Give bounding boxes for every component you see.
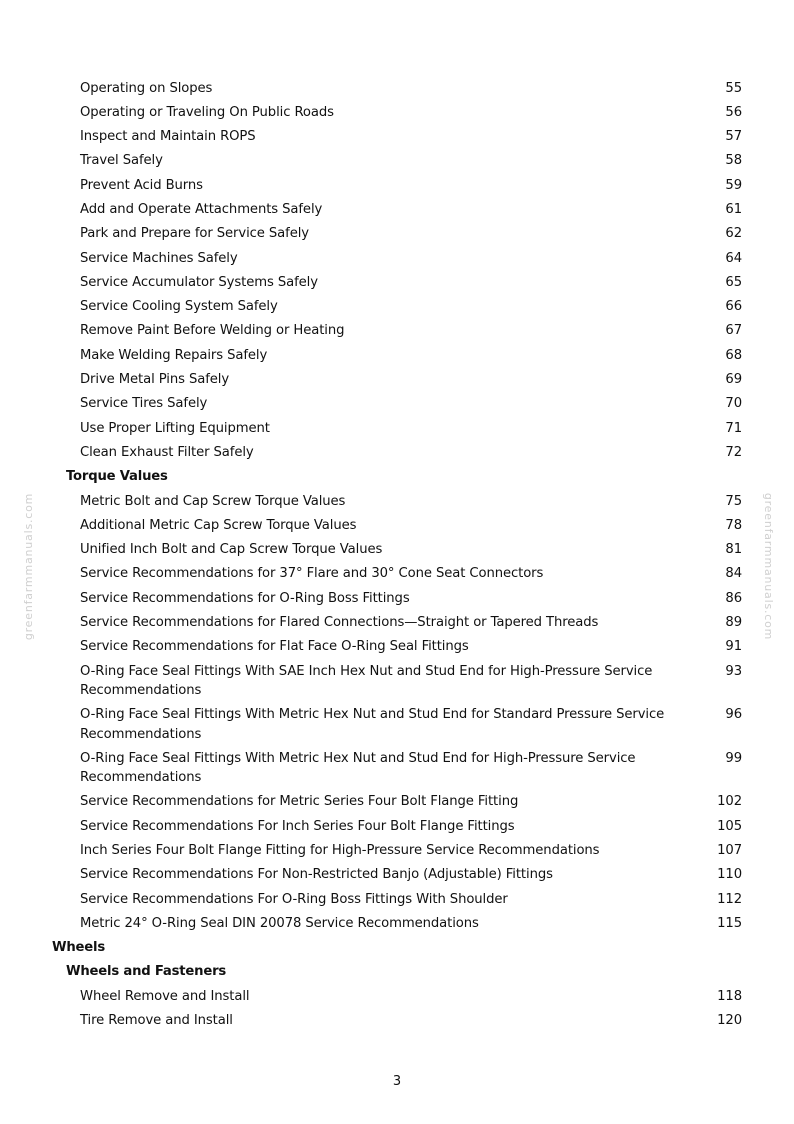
toc-entry-title: O-Ring Face Seal Fittings With Metric Hex Nut and Stud End for High-Pressure Service Recommendations xyxy=(80,750,636,786)
toc-entry-title: Service Recommendations for O-Ring Boss Fittings xyxy=(80,590,410,606)
toc-entry-page: 65 xyxy=(725,274,742,290)
toc-entry[interactable] xyxy=(0,984,794,1008)
toc-entry-title: Clean Exhaust Filter Safely xyxy=(80,444,254,460)
toc-entry-title: Inch Series Four Bolt Flange Fitting for High-Pressure Service Recommendations xyxy=(80,843,600,858)
toc-entry-title: Torque Values xyxy=(66,469,168,485)
toc-entry[interactable] xyxy=(0,538,794,562)
toc-entry[interactable] xyxy=(0,319,794,343)
toc-entry-page: 86 xyxy=(725,590,742,606)
toc-entry-title: Service Recommendations for Flared Connections—Straight or Tapered Threads xyxy=(80,615,599,631)
toc-entry[interactable] xyxy=(0,611,794,635)
toc-entry[interactable] xyxy=(0,295,794,319)
toc-entry-title: Make Welding Repairs Safely xyxy=(80,347,268,363)
toc-entry-page: 61 xyxy=(725,201,742,217)
toc-entry[interactable] xyxy=(0,343,794,367)
toc-entry-page: 115 xyxy=(717,915,742,931)
toc-entry-page: 84 xyxy=(725,566,742,582)
toc-entry-page: 71 xyxy=(725,420,742,436)
toc-entry-page: 99 xyxy=(725,750,742,766)
toc-entry[interactable] xyxy=(0,839,794,863)
toc-entry-page: 78 xyxy=(725,517,742,533)
toc-entry-title: Operating on Slopes xyxy=(80,80,213,96)
toc-entry[interactable] xyxy=(0,222,794,246)
toc-entry[interactable] xyxy=(0,197,794,221)
toc-entry-title: Wheel Remove and Install xyxy=(80,988,250,1004)
toc-entry[interactable] xyxy=(0,416,794,440)
toc-entry-title: Wheels xyxy=(52,940,105,956)
toc-entry[interactable] xyxy=(0,270,794,294)
toc-entry-title: Additional Metric Cap Screw Torque Values xyxy=(80,517,357,533)
toc-entry-page: 67 xyxy=(725,323,742,339)
toc-entry-title: Drive Metal Pins Safely xyxy=(80,372,230,388)
toc-entry-title: Service Accumulator Systems Safely xyxy=(80,274,318,290)
toc-entry-title: Add and Operate Attachments Safely xyxy=(80,201,323,217)
toc-entry-title: Inspect and Maintain ROPS xyxy=(80,129,256,145)
toc-entry-page: 66 xyxy=(725,299,742,315)
toc-entry[interactable] xyxy=(0,392,794,416)
toc-entry[interactable] xyxy=(0,703,794,747)
toc-entry-title: Service Tires Safely xyxy=(80,396,208,412)
toc-entry-title: Remove Paint Before Welding or Heating xyxy=(80,323,345,339)
toc-entry-page: 89 xyxy=(725,615,742,631)
toc-entry-title: Service Recommendations For Inch Series Four Bolt Flange Fittings xyxy=(80,818,515,834)
toc-entry-title: Service Machines Safely xyxy=(80,250,238,266)
toc-entry[interactable] xyxy=(0,562,794,586)
toc-entry-title: Tire Remove and Install xyxy=(80,1013,233,1029)
toc-entry[interactable] xyxy=(0,586,794,610)
toc-entry[interactable] xyxy=(0,368,794,392)
toc-entry-page: 112 xyxy=(717,891,742,907)
watermark-left: greenfarmmanuals.com xyxy=(22,492,36,641)
toc-entry-title: Metric Bolt and Cap Screw Torque Values xyxy=(80,493,346,509)
toc-entry[interactable] xyxy=(0,173,794,197)
toc-entry[interactable] xyxy=(0,489,794,513)
toc-entry-page: 91 xyxy=(725,639,742,655)
toc-entry-page: 57 xyxy=(725,129,742,145)
toc-entry-title: O-Ring Face Seal Fittings With SAE Inch Hex Nut and Stud End for High-Pressure Service Recommendations xyxy=(80,663,653,698)
toc-entry-page: 72 xyxy=(725,444,742,460)
toc-entry-page: 96 xyxy=(725,707,742,723)
toc-entry-page: 120 xyxy=(717,1013,742,1029)
toc-entry-title: Prevent Acid Burns xyxy=(80,177,203,193)
watermark-right: greenfarmmanuals.com xyxy=(762,492,776,641)
toc-entry-page: 58 xyxy=(725,153,742,169)
toc-entry-title: Service Recommendations for Flat Face O-Ring Seal Fittings xyxy=(80,639,469,655)
toc-entry[interactable] xyxy=(0,1009,794,1033)
toc-section-heading[interactable] xyxy=(0,960,794,984)
toc-entry[interactable] xyxy=(0,911,794,935)
toc-entry-title: Park and Prepare for Service Safely xyxy=(80,226,309,242)
toc-entry-page: 102 xyxy=(717,794,742,810)
toc-entry[interactable] xyxy=(0,246,794,270)
toc-entry-title: Metric 24° O-Ring Seal DIN 20078 Service Recommendations xyxy=(80,915,479,931)
toc-entry-page: 118 xyxy=(717,988,742,1004)
toc-entry-title: Use Proper Lifting Equipment xyxy=(80,420,270,436)
toc-entry-page: 64 xyxy=(725,250,742,266)
toc-entry[interactable] xyxy=(0,746,794,790)
toc-entry-page: 75 xyxy=(725,493,742,509)
toc-entry[interactable] xyxy=(0,100,794,124)
toc-entry[interactable] xyxy=(0,440,794,464)
toc-entry[interactable] xyxy=(0,125,794,149)
toc-entry-title: Service Recommendations for 37° Flare and 30° Cone Seat Connectors xyxy=(80,566,544,582)
toc-entry[interactable] xyxy=(0,635,794,659)
toc-entry-title: Service Recommendations For Non-Restricted Banjo (Adjustable) Fittings xyxy=(80,867,553,883)
toc-section-heading[interactable] xyxy=(0,465,794,489)
toc-entry-page: 62 xyxy=(725,226,742,242)
toc-entry-page: 70 xyxy=(725,396,742,412)
toc-entry-page: 105 xyxy=(717,818,742,834)
toc-entry-page: 68 xyxy=(725,347,742,363)
toc-entry-title: O-Ring Face Seal Fittings With Metric Hex Nut and Stud End for Standard Pressure Service Recommendations xyxy=(80,707,665,742)
toc-entry-page: 81 xyxy=(725,542,742,558)
toc-entry[interactable] xyxy=(0,149,794,173)
toc-entry-title: Unified Inch Bolt and Cap Screw Torque Values xyxy=(80,542,383,558)
toc-entry-title: Operating or Traveling On Public Roads xyxy=(80,104,334,120)
toc-entry-page: 110 xyxy=(717,867,742,883)
toc-entry[interactable] xyxy=(0,863,794,887)
toc-entry[interactable] xyxy=(0,887,794,911)
toc-entry-page: 93 xyxy=(725,663,742,679)
page-number: 3 xyxy=(392,1074,402,1089)
toc-entry-page: 55 xyxy=(725,80,742,96)
toc-entry-title: Service Cooling System Safely xyxy=(80,299,278,315)
toc-entry-title: Travel Safely xyxy=(80,153,163,169)
toc-entry[interactable] xyxy=(0,513,794,537)
toc-entry[interactable] xyxy=(0,790,794,814)
toc-entry-title: Service Recommendations for Metric Series Four Bolt Flange Fitting xyxy=(80,794,519,810)
toc-entry-title: Service Recommendations For O-Ring Boss Fittings With Shoulder xyxy=(80,891,508,907)
toc-entry-page: 56 xyxy=(725,104,742,120)
toc-entry[interactable] xyxy=(0,659,794,703)
toc-entry-page: 107 xyxy=(717,843,742,858)
table-of-contents xyxy=(0,76,794,1033)
toc-chapter-heading[interactable] xyxy=(0,936,794,960)
toc-entry[interactable] xyxy=(0,76,794,100)
toc-entry-page: 59 xyxy=(725,177,742,193)
toc-entry-title: Wheels and Fasteners xyxy=(66,964,227,980)
toc-entry[interactable] xyxy=(0,814,794,838)
toc-entry-page: 69 xyxy=(725,372,742,388)
